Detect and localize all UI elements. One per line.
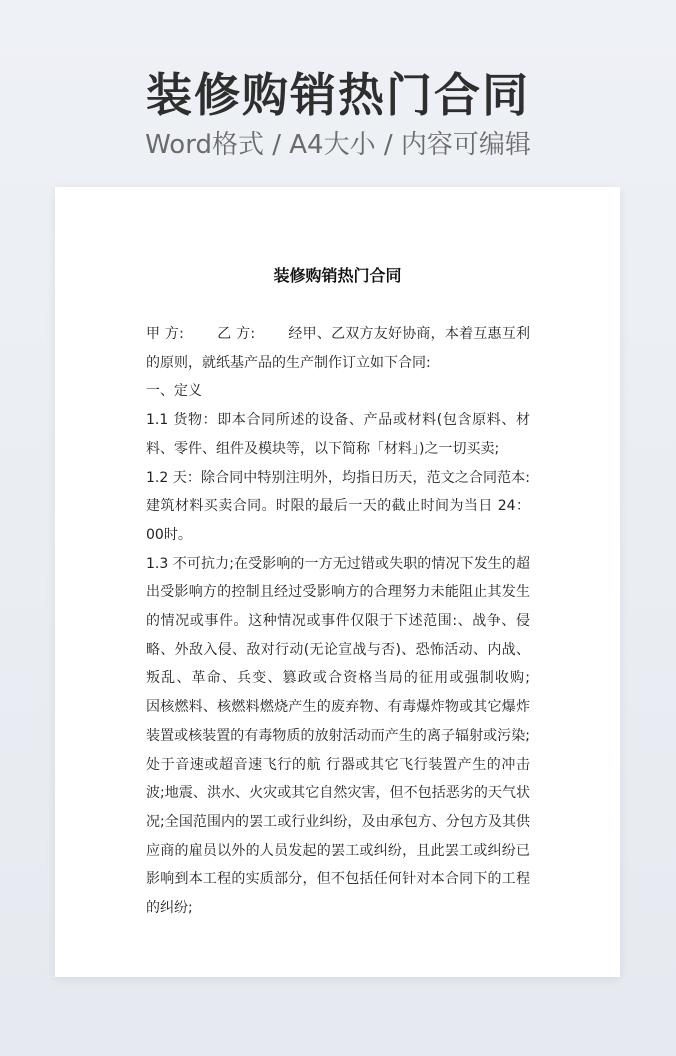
document-page [55,187,620,977]
promo-header [0,66,676,162]
document-title: 装修购销热门合同 [273,266,402,285]
paragraph-goods: 1.1 货物：即本合同所述的设备、产品或材料(包含原料、材料、零件、组件及模块等，以下简称「材料」)之一切买卖; [146,412,530,457]
paragraph-force-majeure: 1.3 不可抗力;在受影响的一方无过错或失职的情况下发生的超出受影响方的控制且经过受影响方的合理努力未能阻止其发生的情况或事件。这种情况或事件仅限于下述范围:、战争、侵略、外敌入侵、敌对行动(无论宣战与否)、恐怖活动、内战、叛乱、革命、兵变、篡政或合资格当局的征用或强制收购; 因核燃料、核燃料燃烧产生的废弃物、有毒爆炸物或其它爆炸装置或核装置的有毒物质的放射活动而产生的离子辐射或污染;处于音速或超音速飞行的航 行器或其它飞行装置产生的冲击波;地震、洪水、火灾或其它自然灾害，但不包括恶劣的天气状况;全国范围内的罢工或行业纠纷，及由承包方、分包方及其供应商的雇员以外的人员发起的罢工或纠纷，且此罢工或纠纷已影响到本工程的实质部分，但不包括任何针对本合同下的工程的纠纷; [146,555,563,917]
paragraph-parties: 甲 方: 乙 方: 经甲、乙双方友好协商，本着互惠互利的原则，就纸基产品的生产制作订立如下合同: [146,326,530,371]
promo-subtitle: Word格式 / A4大小 / 内容可编辑 [145,130,531,160]
promo-title: 装修购销热门合同 [146,68,530,122]
document-body [146,320,563,923]
paragraph-section-definition: 一、定义 [146,383,202,400]
paragraph-days: 1.2 天：除合同中特别注明外，均指日历天，范文之合同范本:建筑材料买卖合同。时限的最后一天的截止时间为当日 24：00时。 [146,469,530,543]
